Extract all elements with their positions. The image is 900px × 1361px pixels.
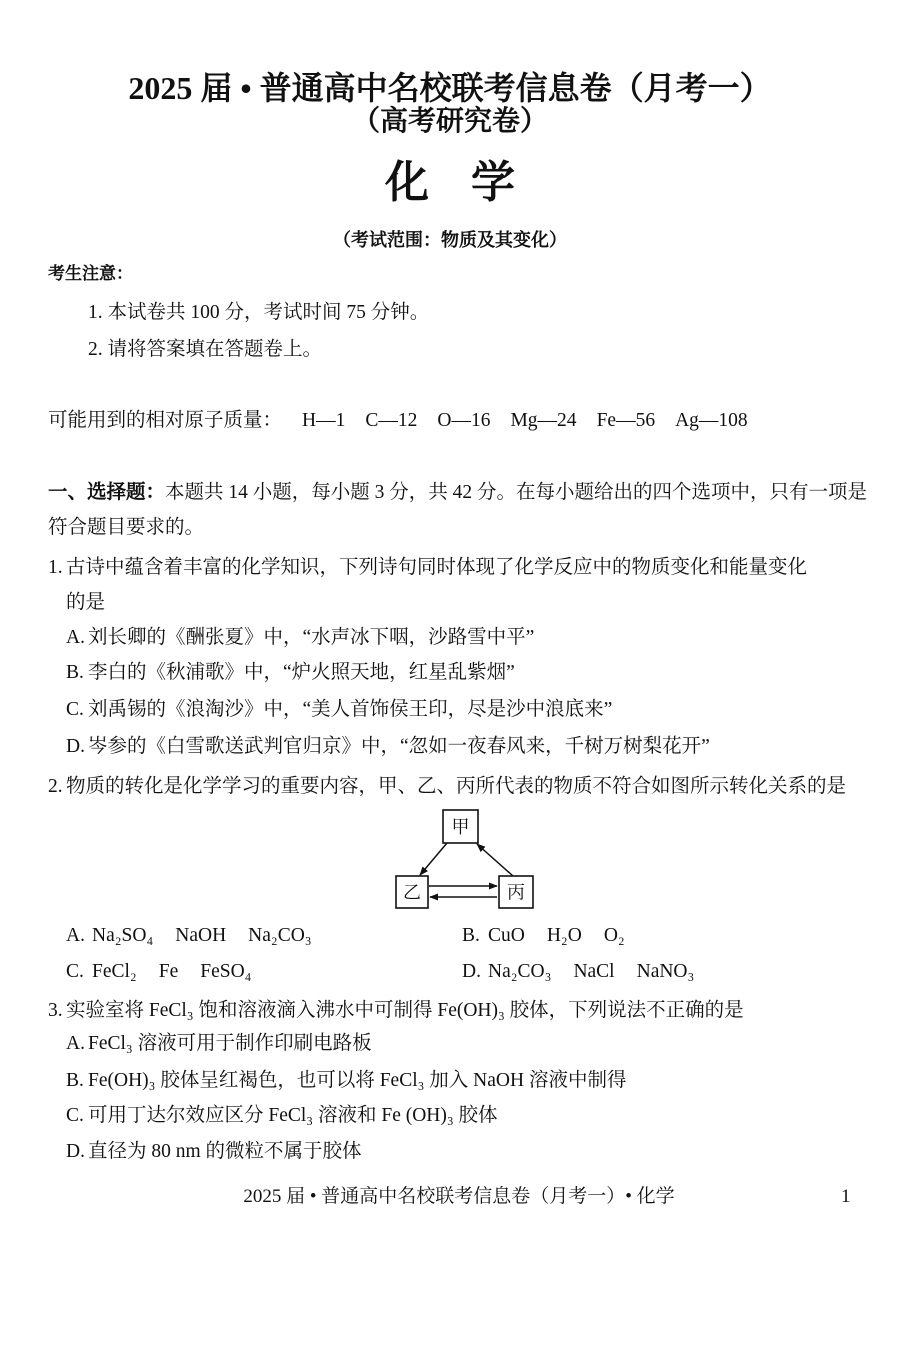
notice-heading: 考生注意： xyxy=(48,264,133,283)
question-1-stem-line-2: 的是 xyxy=(66,592,106,613)
atomic-mass-ag: Ag—108 xyxy=(675,410,748,431)
question-2-option-b xyxy=(462,923,625,949)
option-label: A. xyxy=(66,627,85,648)
question-2-stem xyxy=(48,774,846,800)
formula: O₂ xyxy=(603,925,625,946)
atomic-mass-h: H—1 xyxy=(302,410,346,431)
node-label-jia: 甲 xyxy=(451,817,470,837)
node-yi xyxy=(396,876,428,908)
option-text: 可用丁达尔效应区分 FeCl₃ 溶液和 Fe (OH)₃ 胶体 xyxy=(88,1105,498,1126)
formula: H₂O xyxy=(546,925,582,946)
formula: NaOH xyxy=(175,925,227,946)
notice-item-1: 1. 本试卷共 100 分，考试时间 75 分钟。 xyxy=(88,302,430,323)
question-1-option-d xyxy=(66,734,710,760)
question-1-stem-text: 古诗中蕴含着丰富的化学知识，下列诗句同时体现了化学反应中的物质变化和能量变化 xyxy=(66,557,808,578)
atomic-mass-label: 可能用到的相对原子质量： xyxy=(48,410,283,431)
option-text: FeCl₃ 溶液可用于制作印刷电路板 xyxy=(88,1033,372,1054)
option-text: 李白的《秋浦歌》中，“炉火照天地，红星乱紫烟” xyxy=(88,662,515,683)
section-instructions-2: 符合题目要求的。 xyxy=(48,517,205,538)
arrow-bing-to-jia xyxy=(477,844,513,876)
section-label: 一、选择题： xyxy=(48,482,166,503)
arrow-jia-to-yi xyxy=(420,843,447,875)
question-3-stem xyxy=(48,998,744,1024)
question-3-option-a xyxy=(66,1031,372,1057)
notice-item-2: 2. 请将答案填在答题卷上。 xyxy=(88,339,323,360)
formula: FeSO₄ xyxy=(200,961,252,982)
subject-title: 化学 xyxy=(385,158,557,207)
node-label-bing: 丙 xyxy=(507,882,525,903)
section-instructions-1: 本题共 14 小题，每小题 3 分，共 42 分。在每小题给出的四个选项中，只有一项是 xyxy=(165,482,868,503)
page-number: 1 xyxy=(841,1186,851,1207)
question-1-option-c xyxy=(66,697,612,723)
option-text: 刘长卿的《酬张夏》中，“水声冰下咽，沙路雪中平” xyxy=(88,627,535,648)
option-label: C. xyxy=(66,961,84,982)
question-1-option-b xyxy=(66,660,515,686)
option-label: D. xyxy=(462,961,481,982)
formula: Na₂CO₃ xyxy=(248,925,312,946)
exam-title: 2025 届 • 普通高中名校联考信息卷（月考一） xyxy=(128,70,772,106)
formula: NaCl xyxy=(573,961,615,982)
option-text: Fe(OH)₃ 胶体呈红褐色，也可以将 FeCl₃ 加入 NaOH 溶液中制得 xyxy=(88,1070,627,1091)
formula: NaNO₃ xyxy=(636,961,695,982)
atomic-mass-mg: Mg—24 xyxy=(510,410,577,431)
question-2-option-d xyxy=(462,959,694,985)
option-label: D. xyxy=(66,1141,85,1162)
formula: Na₂SO₄ xyxy=(92,925,154,946)
question-3-number: 3. xyxy=(48,1000,63,1021)
option-label: C. xyxy=(66,1105,84,1126)
question-2-stem-text: 物质的转化是化学学习的重要内容，甲、乙、丙所代表的物质不符合如图所示转化关系的是 xyxy=(66,776,847,797)
page-footer: 2025 届 • 普通高中名校联考信息卷（月考一）• 化学 xyxy=(243,1186,675,1207)
option-label: D. xyxy=(66,736,85,757)
transformation-diagram xyxy=(380,800,550,920)
formula: Na₂CO₃ xyxy=(488,961,552,982)
atomic-mass-fe: Fe—56 xyxy=(596,410,656,431)
question-2-option-c xyxy=(66,959,251,985)
formula: Fe xyxy=(158,961,179,982)
atomic-mass-o: O—16 xyxy=(437,410,491,431)
question-3-option-d xyxy=(66,1139,362,1165)
question-3-option-b xyxy=(66,1068,626,1094)
node-label-yi: 乙 xyxy=(403,882,421,903)
option-label: A. xyxy=(66,925,85,946)
question-1-option-a xyxy=(66,625,534,651)
option-text: 刘禹锡的《浪淘沙》中，“美人首饰侯王印，尽是沙中浪底来” xyxy=(88,699,613,720)
option-text: 直径为 80 nm 的微粒不属于胶体 xyxy=(88,1141,362,1162)
question-3-stem-text: 实验室将 FeCl₃ 饱和溶液滴入沸水中可制得 Fe(OH)₃ 胶体，下列说法不正确的是 xyxy=(66,1000,744,1021)
question-3-option-c xyxy=(66,1103,498,1129)
formula: FeCl₂ xyxy=(92,961,137,982)
section-heading-line-1 xyxy=(48,480,867,506)
node-bing xyxy=(499,876,533,908)
formula: CuO xyxy=(488,925,525,946)
option-label: C. xyxy=(66,699,84,720)
question-2-number: 2. xyxy=(48,776,63,797)
option-text: 岑参的《白雪歌送武判官归京》中，“忽如一夜春风来，千树万树梨花开” xyxy=(88,736,710,757)
question-2-option-a xyxy=(66,923,312,949)
option-label: B. xyxy=(462,925,480,946)
atomic-mass-c: C—12 xyxy=(365,410,418,431)
option-label: B. xyxy=(66,1070,84,1091)
exam-subtitle: （高考研究卷） xyxy=(351,106,548,137)
option-label: A. xyxy=(66,1033,85,1054)
atomic-mass-row xyxy=(48,408,748,434)
exam-scope: （考试范围：物质及其变化） xyxy=(333,230,567,250)
option-label: B. xyxy=(66,662,84,683)
question-1-stem-line-1 xyxy=(48,555,807,581)
question-1-number: 1. xyxy=(48,557,63,578)
node-jia xyxy=(443,810,478,843)
